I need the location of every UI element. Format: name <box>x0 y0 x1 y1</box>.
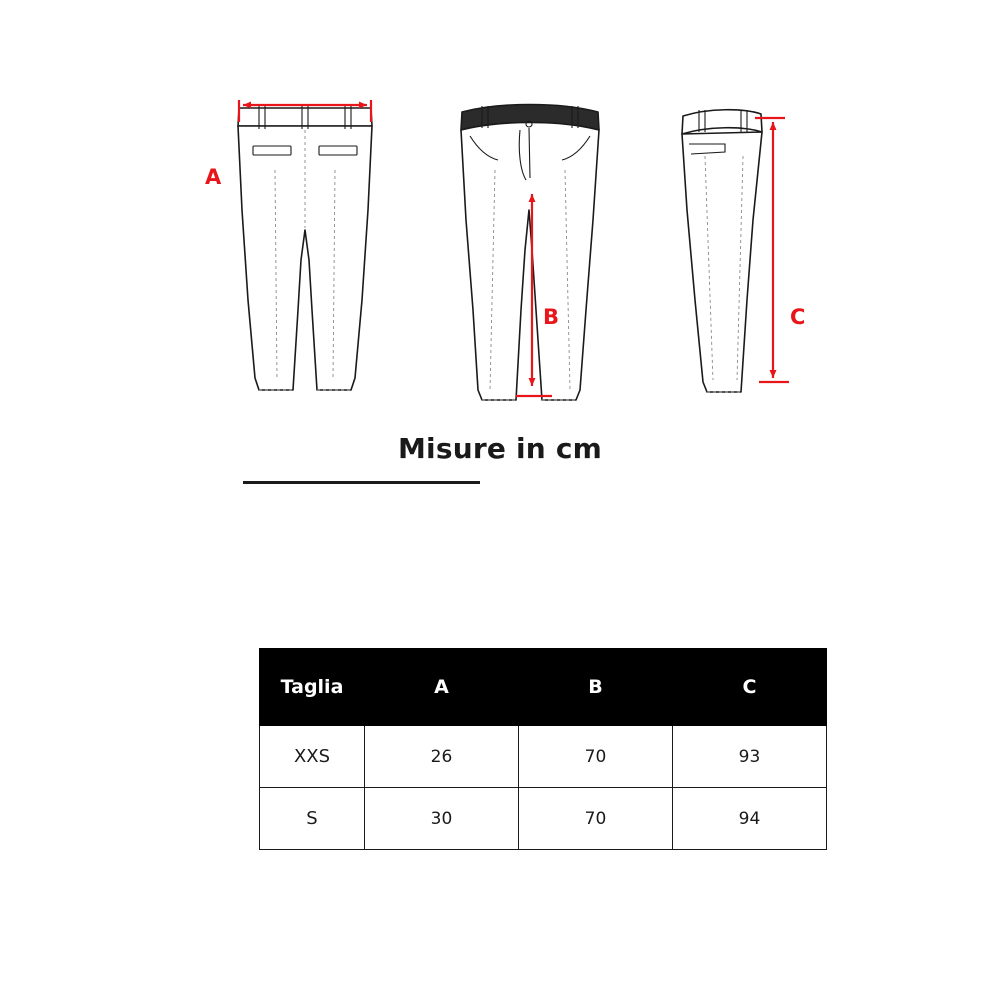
cell-a: 30 <box>365 788 519 850</box>
cell-c: 94 <box>673 788 827 850</box>
cell-b: 70 <box>519 788 673 850</box>
measure-label-b: B <box>543 305 560 329</box>
size-table <box>259 648 827 850</box>
cell-c: 93 <box>673 726 827 788</box>
trousers-side-view <box>665 60 845 420</box>
cell-size: S <box>260 788 365 850</box>
table-row <box>260 788 827 850</box>
trousers-front-view <box>215 60 395 420</box>
title-underline <box>243 481 480 484</box>
measure-label-a: A <box>205 165 222 189</box>
illustration-group <box>0 60 1000 420</box>
table-row <box>260 726 827 788</box>
column-header-b: B <box>519 649 673 726</box>
trousers-three-quarter-view <box>440 60 620 420</box>
column-header-c: C <box>673 649 827 726</box>
chart-title-wrap <box>0 432 1000 465</box>
table-header-row <box>260 649 827 726</box>
size-table-wrap <box>259 648 826 850</box>
column-header-a: A <box>365 649 519 726</box>
column-header-size: Taglia <box>260 649 365 726</box>
measure-label-c: C <box>790 305 806 329</box>
cell-b: 70 <box>519 726 673 788</box>
cell-a: 26 <box>365 726 519 788</box>
cell-size: XXS <box>260 726 365 788</box>
page-title: Misure in cm <box>397 432 603 465</box>
